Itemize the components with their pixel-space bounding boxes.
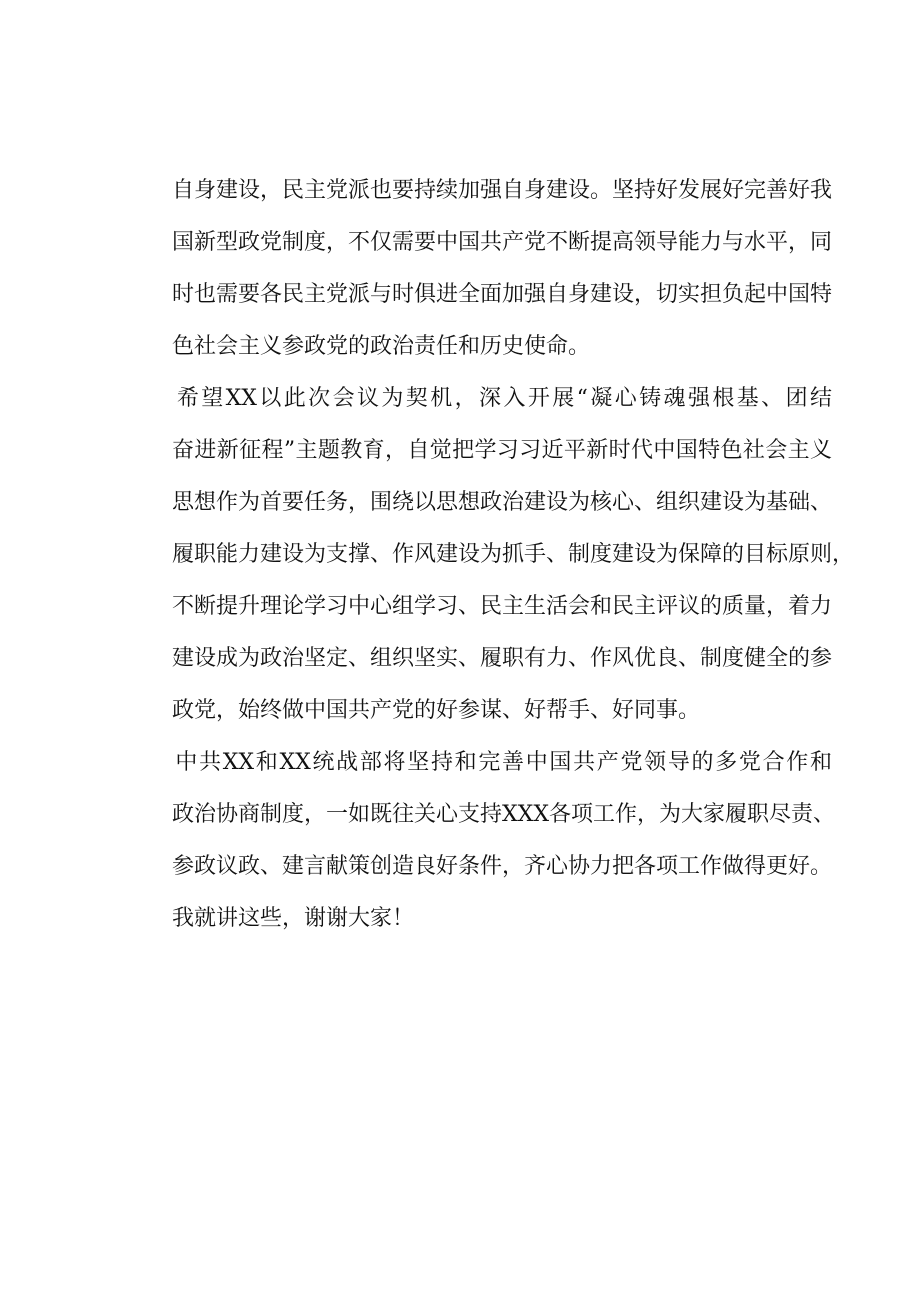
paragraph-line: 中共XX和XX统战部将坚持和完善中国共产党领导的多党合作和 bbox=[128, 750, 832, 775]
paragraph-2 bbox=[128, 373, 855, 737]
paragraph-line: 思想作为首要任务，围绕以思想政治建设为核心、组织建设为基础、 bbox=[172, 490, 833, 515]
paragraph-line: 参政议政、建言献策创造良好条件，齐心协力把各项工作做得更好。 bbox=[172, 854, 833, 879]
paragraph-4 bbox=[128, 893, 832, 945]
paragraph-line: 我就讲这些，谢谢大家！ bbox=[128, 906, 415, 931]
paragraph-line: 不断提升理论学习中心组学习、民主生活会和民主评议的质量，着力 bbox=[172, 594, 833, 619]
paragraph-line: 国新型政党制度，不仅需要中国共产党不断提高领导能力与水平，同 bbox=[172, 230, 833, 255]
paragraph-1 bbox=[172, 165, 832, 373]
paragraph-line: 时也需要各民主党派与时俱进全面加强自身建设，切实担负起中国特 bbox=[172, 282, 833, 307]
paragraph-line: 色社会主义参政党的政治责任和历史使命。 bbox=[172, 334, 591, 359]
document-body bbox=[128, 165, 855, 945]
paragraph-line: 政党，始终做中国共产党的好参谋、好帮手、好同事。 bbox=[172, 698, 701, 723]
paragraph-line: 政治协商制度，一如既往关心支持XXX各项工作，为大家履职尽责、 bbox=[172, 802, 835, 827]
paragraph-line: 履职能力建设为支撑、作风建设为抓手、制度建设为保障的目标原则， bbox=[172, 542, 855, 567]
paragraph-line: 自身建设，民主党派也要持续加强自身建设。坚持好发展好完善好我 bbox=[172, 178, 833, 203]
paragraph-line: 建设成为政治坚定、组织坚实、履职有力、作风优良、制度健全的参 bbox=[172, 646, 833, 671]
paragraph-3 bbox=[128, 737, 835, 893]
paragraph-line: 希望XX以此次会议为契机，深入开展“凝心铸魂强根基、团结 bbox=[128, 386, 832, 411]
paragraph-line: 奋进新征程”主题教育，自觉把学习习近平新时代中国特色社会主义 bbox=[172, 438, 832, 463]
